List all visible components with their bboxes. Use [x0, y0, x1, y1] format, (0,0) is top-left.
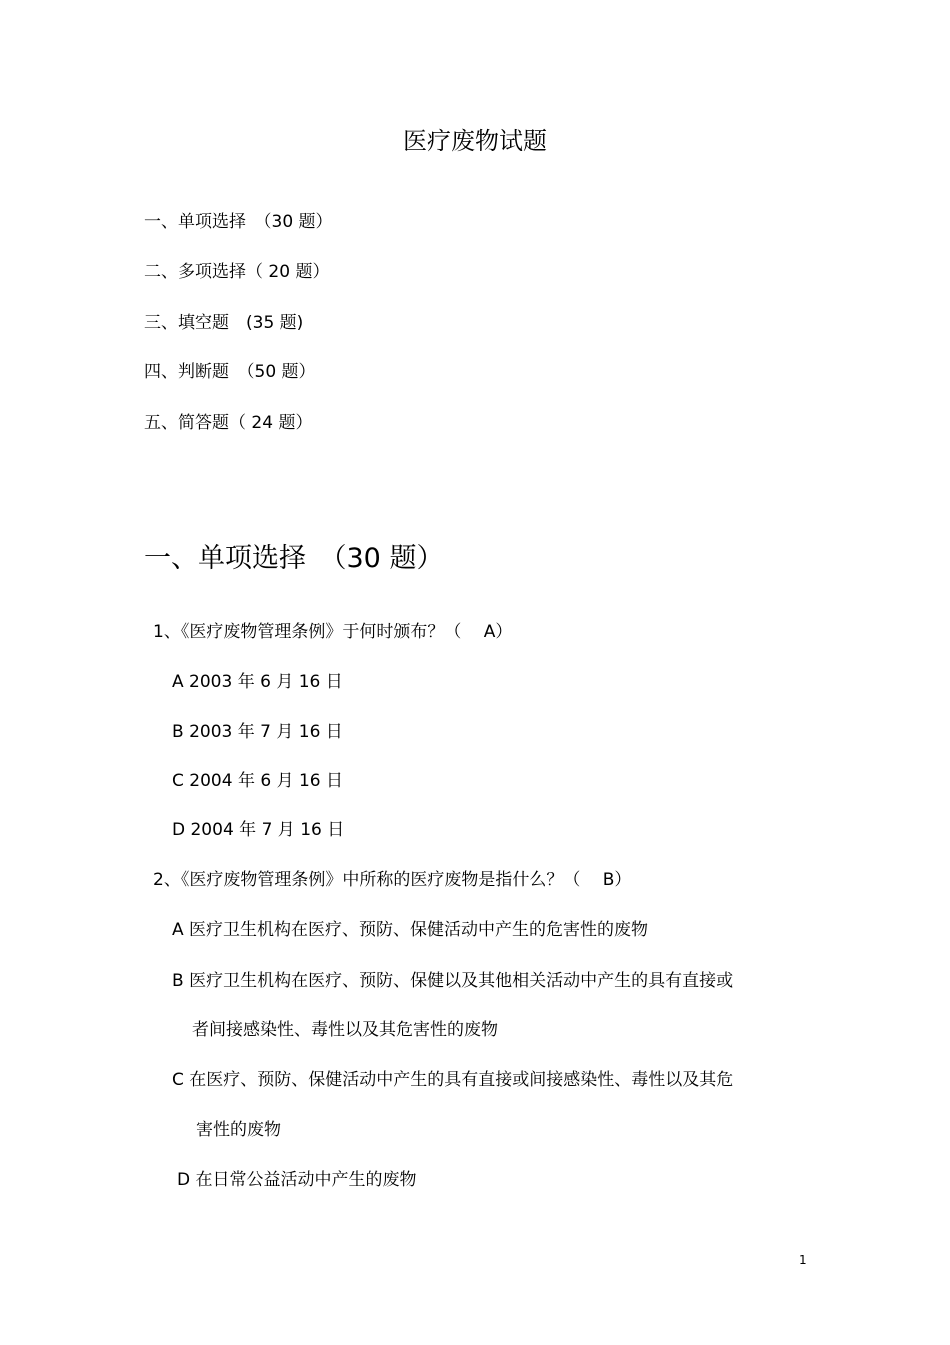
- question-1-option-b: B 2003 年 7 月 16 日: [172, 722, 343, 742]
- toc-item-single-choice: 一、单项选择 （30 题）: [144, 212, 333, 232]
- question-1-option-a: A 2003 年 6 月 16 日: [172, 672, 343, 692]
- question-1-option-d: D 2004 年 7 月 16 日: [172, 820, 345, 840]
- question-2-option-b-continued: 者间接感染性、毒性以及其危害性的废物: [192, 1020, 498, 1040]
- question-1-stem: 1、《医疗废物管理条例》于何时颁布？（ A）: [153, 622, 513, 642]
- document-title: 医疗废物试题: [403, 127, 547, 155]
- toc-item-multiple-choice: 二、多项选择（ 20 题）: [144, 262, 330, 282]
- toc-item-short-answer: 五、简答题（ 24 题）: [144, 413, 313, 433]
- page-number: 1: [799, 1253, 807, 1267]
- question-2-stem: 2、《医疗废物管理条例》中所称的医疗废物是指什么？（ B）: [153, 870, 632, 890]
- question-2-option-b: B 医疗卫生机构在医疗、预防、保健以及其他相关活动中产生的具有直接或: [172, 971, 734, 991]
- toc-item-true-false: 四、判断题 （50 题）: [144, 362, 316, 382]
- question-2-option-a: A 医疗卫生机构在医疗、预防、保健活动中产生的危害性的废物: [172, 920, 649, 940]
- question-2-option-d: D 在日常公益活动中产生的废物: [177, 1170, 417, 1190]
- toc-item-fill-blank: 三、填空题 (35 题): [144, 313, 304, 333]
- question-2-option-c-continued: 害性的废物: [196, 1120, 281, 1140]
- section-heading: 一、单项选择 （30 题）: [144, 543, 444, 574]
- question-1-option-c: C 2004 年 6 月 16 日: [172, 771, 344, 791]
- question-2-option-c: C 在医疗、预防、保健活动中产生的具有直接或间接感染性、毒性以及其危: [172, 1070, 734, 1090]
